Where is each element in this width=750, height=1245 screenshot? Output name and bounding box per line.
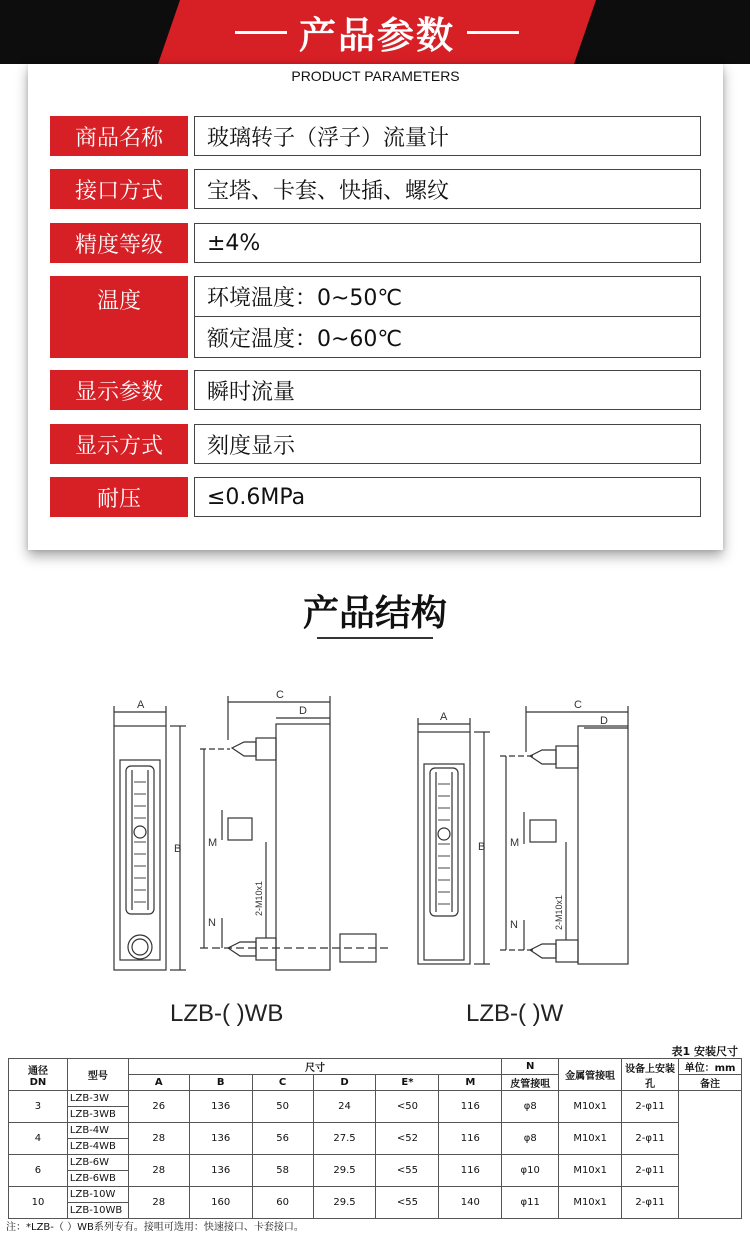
dim-c-left: C (276, 689, 284, 701)
param-label: 显示方式 (50, 424, 188, 464)
param-label: 商品名称 (50, 116, 188, 156)
model-label-w: LZB-( )W (466, 1000, 564, 1027)
cell-hole: 2-φ11 (622, 1091, 679, 1123)
page-title (158, 0, 596, 64)
title-dash-left (235, 31, 287, 34)
cell-d: 24 (313, 1091, 376, 1123)
cell-model: LZB-10W (67, 1187, 128, 1203)
cell-a: 28 (128, 1123, 189, 1155)
sub-n: 皮管接咀 (502, 1075, 559, 1091)
table-row (9, 1123, 742, 1139)
cell-dn: 6 (9, 1155, 68, 1187)
cell-model: LZB-10WB (67, 1203, 128, 1219)
cell-a: 28 (128, 1155, 189, 1187)
param-value: 玻璃转子（浮子）流量计 (194, 116, 701, 156)
cell-c: 60 (252, 1187, 313, 1219)
structure-drawing (0, 660, 750, 980)
thread-label-left: 2-M10x1 (254, 880, 264, 916)
cell-n: φ11 (502, 1187, 559, 1219)
cell-model: LZB-3W (67, 1091, 128, 1107)
param-row-accuracy (50, 223, 703, 263)
header-banner (0, 0, 750, 64)
dim-c-right: C (574, 699, 582, 711)
thread-label-right: 2-M10x1 (554, 894, 564, 930)
cell-model: LZB-6WB (67, 1171, 128, 1187)
sub-e: E* (376, 1075, 439, 1091)
dim-m-left: M (208, 837, 218, 849)
param-row-display-mode (50, 424, 703, 464)
cell-n: φ8 (502, 1123, 559, 1155)
title-dash-right (467, 31, 519, 34)
cell-c: 58 (252, 1155, 313, 1187)
header-tongjing: 通径 (27, 1065, 48, 1077)
cell-e: <55 (376, 1155, 439, 1187)
cell-metal: M10x1 (559, 1155, 622, 1187)
header-note: 备注 (679, 1075, 742, 1091)
model-label-wb: LZB-( )WB (170, 1000, 284, 1027)
parameters-card (28, 64, 723, 550)
side-view-right (500, 706, 628, 964)
cell-e: <55 (376, 1187, 439, 1219)
dim-a-left: A (137, 699, 145, 711)
header-cell (9, 1059, 68, 1091)
cell-n: φ10 (502, 1155, 559, 1187)
cell-dn: 3 (9, 1091, 68, 1123)
sub-d: D (313, 1075, 376, 1091)
cell-metal: M10x1 (559, 1091, 622, 1123)
page-title-text: 产品参数 (299, 14, 455, 57)
param-value: 环境温度：0~50℃ (194, 276, 701, 317)
param-label: 耐压 (50, 477, 188, 517)
cell-note (679, 1091, 742, 1219)
install-dimension-table (8, 1058, 742, 1219)
cell-metal: M10x1 (559, 1187, 622, 1219)
dim-b-left: B (174, 843, 182, 855)
header-metal: 金属管接咀 (559, 1059, 622, 1091)
cell-dn: 10 (9, 1187, 68, 1219)
header-dn: DN (29, 1076, 47, 1088)
dim-a-right: A (440, 711, 448, 723)
cell-d: 27.5 (313, 1123, 376, 1155)
dim-m-right: M (510, 837, 520, 849)
cell-c: 56 (252, 1123, 313, 1155)
param-value: 瞬时流量 (194, 370, 701, 410)
cell-dn: 4 (9, 1123, 68, 1155)
front-view-left (114, 706, 186, 970)
cell-hole: 2-φ11 (622, 1155, 679, 1187)
sub-b: B (189, 1075, 252, 1091)
param-value: ±4% (194, 223, 701, 263)
table-row (9, 1155, 742, 1171)
cell-c: 50 (252, 1091, 313, 1123)
param-value: 刻度显示 (194, 424, 701, 464)
sub-c: C (252, 1075, 313, 1091)
cell-m: 116 (439, 1091, 502, 1123)
cell-a: 26 (128, 1091, 189, 1123)
table-caption: 表1 安装尺寸 (671, 1045, 738, 1058)
cell-b: 136 (189, 1155, 252, 1187)
side-view-left (200, 696, 390, 980)
cell-b: 160 (189, 1187, 252, 1219)
cell-e: <50 (376, 1091, 439, 1123)
param-label: 温度 (50, 276, 188, 358)
param-label: 接口方式 (50, 169, 188, 209)
param-label: 显示参数 (50, 370, 188, 410)
cell-a: 28 (128, 1187, 189, 1219)
header-model: 型号 (67, 1059, 128, 1091)
param-value: ≤0.6MPa (194, 477, 701, 517)
cell-model: LZB-4W (67, 1123, 128, 1139)
dim-n-right: N (510, 919, 518, 931)
cell-m: 140 (439, 1187, 502, 1219)
cell-d: 29.5 (313, 1187, 376, 1219)
param-row-display-params (50, 370, 703, 410)
param-row-interface (50, 169, 703, 209)
table-row (9, 1187, 742, 1203)
header-equip: 设备上安装孔 (622, 1059, 679, 1091)
param-row-temperature (50, 276, 703, 358)
cell-metal: M10x1 (559, 1123, 622, 1155)
sub-m: M (439, 1075, 502, 1091)
cell-b: 136 (189, 1091, 252, 1123)
sub-a: A (128, 1075, 189, 1091)
cell-e: <52 (376, 1123, 439, 1155)
cell-b: 136 (189, 1123, 252, 1155)
header-size: 尺寸 (128, 1059, 501, 1075)
dim-d-left: D (299, 705, 307, 717)
table-row (9, 1091, 742, 1107)
cell-model: LZB-6W (67, 1155, 128, 1171)
dim-n-left: N (208, 917, 216, 929)
cell-m: 116 (439, 1123, 502, 1155)
table-header-row (9, 1059, 742, 1075)
cell-n: φ8 (502, 1091, 559, 1123)
param-label: 精度等级 (50, 223, 188, 263)
cell-d: 29.5 (313, 1155, 376, 1187)
structure-title: 产品结构 (302, 593, 447, 634)
param-row-name (50, 116, 703, 156)
cell-hole: 2-φ11 (622, 1123, 679, 1155)
page-subtitle: PRODUCT PARAMETERS (291, 68, 460, 84)
param-value: 宝塔、卡套、快插、螺纹 (194, 169, 701, 209)
cell-model: LZB-3WB (67, 1107, 128, 1123)
header-unit: 单位：mm (679, 1059, 742, 1075)
param-value-second: 额定温度：0~60℃ (194, 317, 701, 358)
cell-hole: 2-φ11 (622, 1187, 679, 1219)
header-n: N (502, 1059, 559, 1075)
cell-m: 116 (439, 1155, 502, 1187)
param-row-pressure (50, 477, 703, 517)
dim-b-right: B (478, 841, 486, 853)
dim-d-right: D (600, 715, 608, 727)
cell-model: LZB-4WB (67, 1139, 128, 1155)
table-footnote: 注：*LZB-（ ）WB系列专有。接咀可选用：快速接口、卡套接口。 (6, 1222, 304, 1233)
structure-title-underline (317, 637, 433, 639)
